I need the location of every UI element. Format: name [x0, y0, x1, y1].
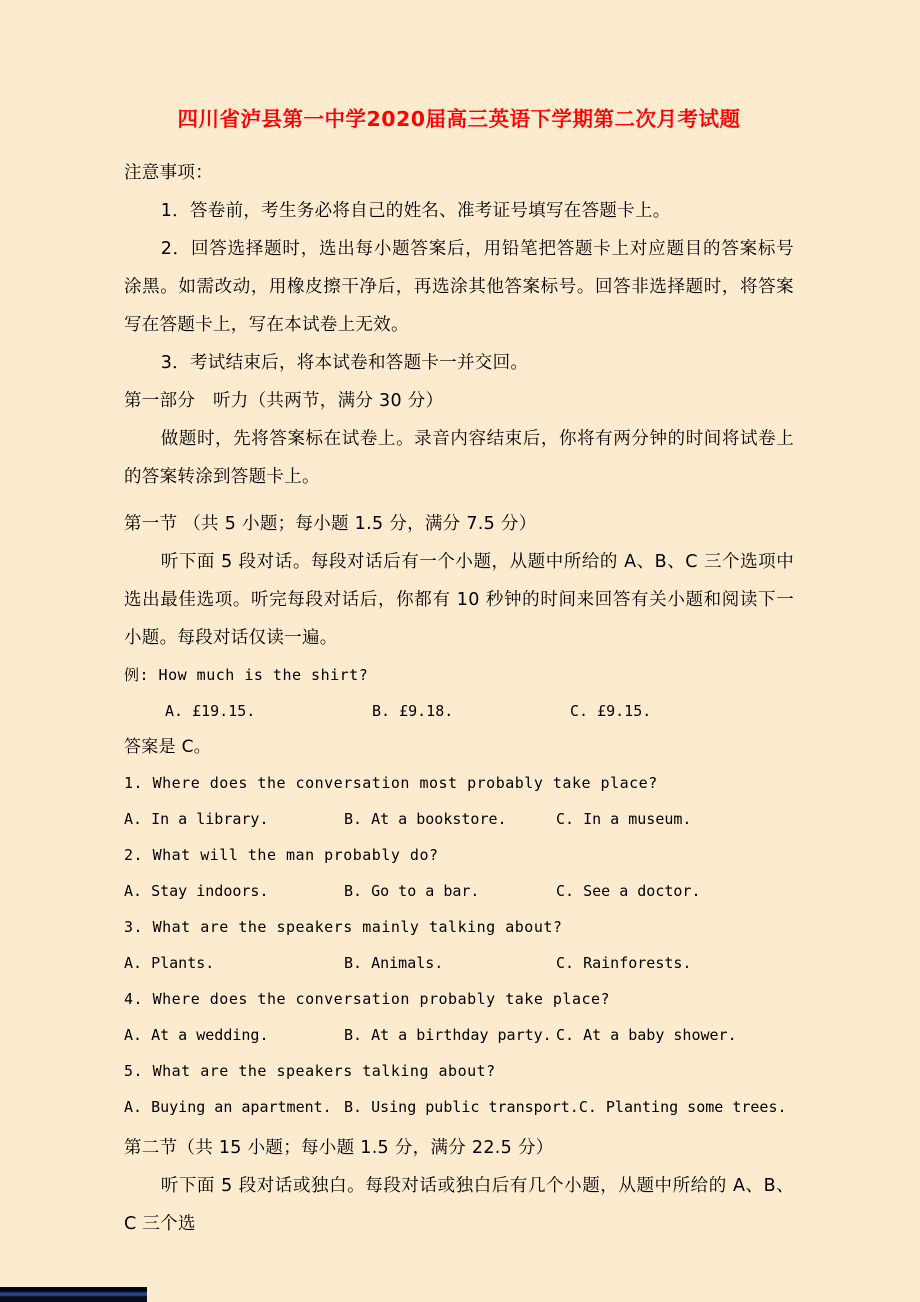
question-block-3 — [124, 909, 794, 981]
notice-item-3: 3．考试结束后，将本试卷和答题卡一并交回。 — [160, 353, 529, 373]
question-options — [124, 1089, 794, 1125]
question-options — [124, 801, 794, 837]
bottom-left-scan-artifact — [0, 1287, 147, 1302]
option-a: A. Stay indoors. — [124, 882, 269, 900]
option-b: B. Animals. — [344, 954, 444, 972]
page-title: 四川省泸县第一中学2020届高三英语下学期第二次月考试题 — [177, 107, 741, 131]
section1-instruction: 听下面 5 段对话。每段对话后有一个小题，从题中所给的 A、B、C 三个选项中选出最佳选项。听完每段对话后，你都有 10 秒钟的时间来回答有关小题和阅读下一小题。每段对话仅读一遍。 — [124, 552, 794, 648]
option-c: C. At a baby shower. — [556, 1026, 737, 1044]
question-text: 5. What are the speakers talking about? — [124, 1062, 496, 1080]
option-c: C. See a doctor. — [556, 882, 701, 900]
question-block-1 — [124, 765, 794, 837]
question-text: 3. What are the speakers mainly talking about? — [124, 918, 563, 936]
option-a: A. Buying an apartment. — [124, 1098, 332, 1116]
option-b: B. At a birthday party. — [344, 1026, 552, 1044]
option-a: A. Plants. — [124, 954, 215, 972]
section2-heading: 第二节（共 15 小题；每小题 1.5 分，满分 22.5 分） — [124, 1138, 554, 1158]
question-text: 1. Where does the conversation most probably take place? — [124, 774, 658, 792]
option-b: B. Go to a bar. — [344, 882, 480, 900]
example-option-a: A. £19.15. — [165, 702, 256, 720]
option-b: B. At a bookstore. — [344, 810, 507, 828]
example-options — [124, 693, 794, 729]
section2-instruction: 听下面 5 段对话或独白。每段对话或独白后有几个小题，从题中所给的 A、B、C 三个选 — [124, 1176, 794, 1234]
question-options — [124, 1017, 794, 1053]
notice-item-1: 1．答卷前，考生务必将自己的姓名、准考证号填写在答题卡上。 — [160, 201, 671, 221]
part1-heading: 第一部分 听力（共两节，满分 30 分） — [124, 391, 444, 411]
notice-heading: 注意事项： — [124, 163, 213, 183]
question-text: 4. Where does the conversation probably take place? — [124, 990, 611, 1008]
example-question: 例: How much is the shirt? — [124, 666, 369, 684]
example-option-c: C. £9.15. — [570, 702, 652, 720]
question-block-2 — [124, 837, 794, 909]
question-options — [124, 873, 794, 909]
example-answer: 答案是 C。 — [124, 737, 212, 757]
example-option-b: B. £9.18. — [372, 702, 454, 720]
section1-heading: 第一节 （共 5 小题；每小题 1.5 分，满分 7.5 分） — [124, 514, 537, 534]
option-c: C. Rainforests. — [556, 954, 692, 972]
option-b: B. Using public transport. — [344, 1098, 579, 1116]
option-a: A. In a library. — [124, 810, 269, 828]
option-a: A. At a wedding. — [124, 1026, 269, 1044]
part1-instruction: 做题时，先将答案标在试卷上。录音内容结束后，你将有两分钟的时间将试卷上的答案转涂到答题卡上。 — [124, 429, 794, 487]
option-c: C. In a museum. — [556, 810, 692, 828]
question-block-4 — [124, 981, 794, 1053]
question-block-5 — [124, 1053, 794, 1125]
notice-item-2: 2．回答选择题时，选出每小题答案后，用铅笔把答题卡上对应题目的答案标号涂黑。如需改动，用橡皮擦干净后，再选涂其他答案标号。回答非选择题时，将答案写在答题卡上，写在本试卷上无效。 — [124, 239, 794, 335]
option-c: C. Planting some trees. — [578, 1098, 787, 1116]
question-text: 2. What will the man probably do? — [124, 846, 439, 864]
question-options — [124, 945, 794, 981]
